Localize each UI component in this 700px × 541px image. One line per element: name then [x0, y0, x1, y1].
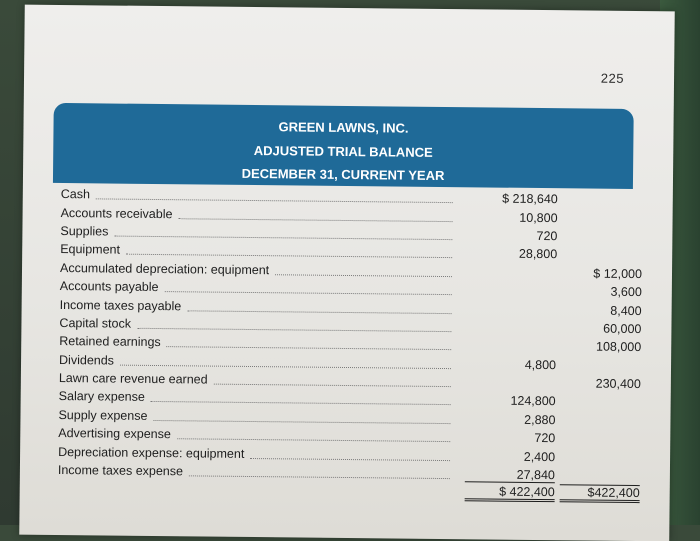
credit-amount [560, 457, 640, 458]
debit-amount: 2,400 [523, 449, 556, 464]
account-name: Dividends [59, 352, 115, 368]
credit-amount: $ 12,000 [593, 266, 643, 281]
debit-amount: 124,800 [510, 394, 556, 409]
debit-amount: 720 [534, 431, 556, 446]
debit-amount [466, 327, 556, 328]
account-name: Accumulated depreciation: equipment [59, 260, 270, 277]
debit-amount [467, 309, 557, 310]
debit-amount [467, 272, 557, 273]
credit-amount [561, 365, 641, 366]
account-name: Lawn care revenue earned [58, 371, 208, 387]
report-date: DECEMBER 31, CURRENT YEAR [241, 165, 445, 184]
account-name: Income taxes payable [59, 297, 182, 313]
credit-amount: 8,400 [610, 303, 642, 318]
account-name: Accounts payable [59, 279, 159, 295]
credit-amount [560, 439, 640, 440]
credit-amount: 60,000 [603, 321, 642, 337]
account-name: Supply expense [58, 407, 148, 423]
trial-balance-table [50, 185, 643, 504]
credit-amount [563, 218, 643, 219]
debit-amount: 27,840 [465, 467, 555, 483]
credit-amount: 230,400 [595, 376, 641, 392]
credit-amount [562, 255, 642, 256]
debit-amount [466, 346, 556, 347]
account-name: Income taxes expense [57, 463, 184, 479]
credit-amount [561, 402, 641, 403]
total-debit: $ 422,400 [465, 484, 555, 502]
account-name: Advertising expense [58, 426, 171, 442]
debit-amount [467, 290, 557, 291]
debit-amount: 10,800 [519, 210, 558, 225]
account-name: Accounts receivable [60, 205, 173, 221]
credit-amount [562, 236, 642, 237]
debit-amount: 28,800 [518, 247, 558, 262]
account-name: Capital stock [59, 315, 132, 331]
account-name: Depreciation expense: equipment [58, 444, 245, 461]
credit-amount: 108,000 [595, 339, 642, 355]
page-number: 225 [600, 70, 625, 86]
credit-amount [560, 420, 640, 421]
account-name: Cash [60, 187, 91, 202]
account-name: Equipment [60, 242, 121, 257]
debit-amount: 720 [536, 228, 558, 244]
report-header-banner [53, 103, 634, 189]
debit-amount: 2,880 [524, 412, 556, 428]
account-name: Salary expense [58, 389, 145, 405]
report-title: ADJUSTED TRIAL BALANCE [253, 143, 433, 160]
credit-amount [563, 199, 643, 200]
credit-amount [560, 475, 640, 476]
account-name: Supplies [60, 223, 109, 239]
debit-amount: $ 218,640 [502, 191, 558, 207]
total-credit: $422,400 [560, 485, 640, 504]
debit-amount: 4,800 [524, 357, 557, 372]
credit-amount: 3,600 [610, 284, 642, 300]
textbook-page [19, 5, 675, 541]
account-name: Retained earnings [59, 334, 161, 350]
company-name: GREEN LAWNS, INC. [278, 119, 409, 136]
debit-amount [466, 382, 556, 383]
